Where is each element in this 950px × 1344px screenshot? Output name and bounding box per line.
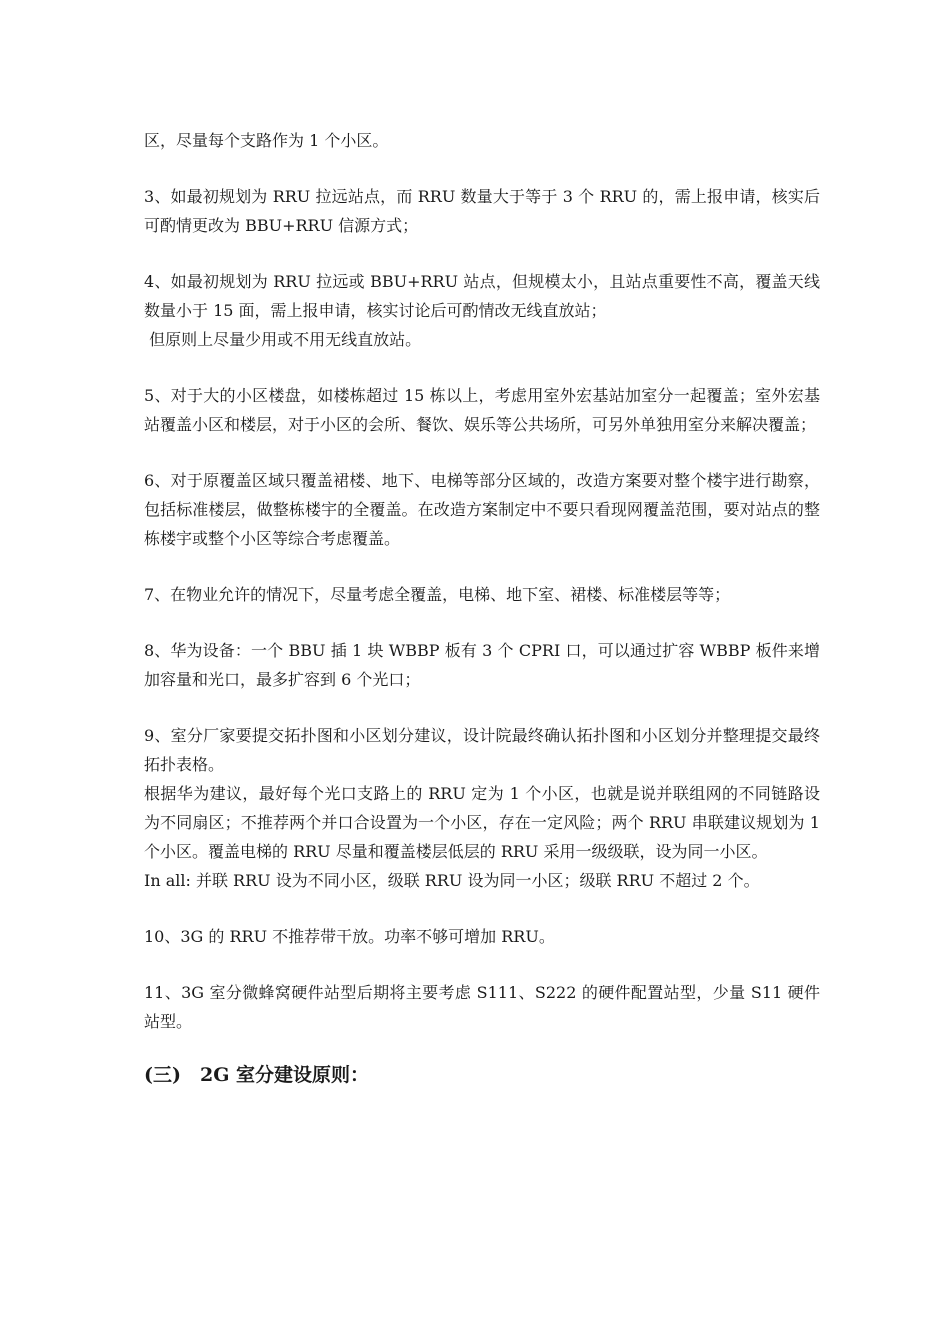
paragraph-item-9: 9、室分厂家要提交拓扑图和小区划分建议，设计院最终确认拓扑图和小区划分并整理提交最终拓扑表格。 [144, 726, 820, 774]
section-heading [144, 1060, 820, 1090]
paragraph-item-7: 7、在物业允许的情况下，尽量考虑全覆盖，电梯、地下室、裙楼、标准楼层等等； [144, 585, 731, 604]
document-page [144, 126, 820, 1090]
paragraph-huawei-advice: 根据华为建议，最好每个光口支路上的 RRU 定为 1 个小区，也就是说并联组网的不同链路设为不同扇区；不推荐两个并口合设置为一个小区，存在一定风险；两个 RRU 串联建议规划为 1 个小区。覆盖电梯的 RRU 尽量和覆盖楼层低层的 RRU 采用一级级联，设为同一小区。 [144, 784, 820, 861]
section-heading-number: (三) [144, 1064, 181, 1086]
paragraph-in-all: In all: 并联 RRU 设为不同小区，级联 RRU 设为同一小区；级联 RRU 不超过 2 个。 [144, 871, 760, 890]
paragraph-item-4: 4、如最初规划为 RRU 拉远或 BBU+RRU 站点，但规模太小，且站点重要性不高，覆盖天线数量小于 15 面，需上报申请，核实讨论后可酌情改无线直放站； [144, 272, 820, 320]
paragraph-item-11: 11、3G 室分微蜂窝硬件站型后期将主要考虑 S111、S222 的硬件配置站型，少量 S11 硬件站型。 [144, 983, 820, 1031]
paragraph-item-10: 10、3G 的 RRU 不推荐带干放。功率不够可增加 RRU。 [144, 927, 555, 946]
paragraph-item-6: 6、对于原覆盖区域只覆盖裙楼、地下、电梯等部分区域的，改造方案要对整个楼宇进行勘察，包括标准楼层，做整栋楼宇的全覆盖。在改造方案制定中不要只看现网覆盖范围，要对站点的整栋楼宇或整个小区等综合考虑覆盖。 [144, 471, 820, 548]
section-heading-title: 2G 室分建设原则： [200, 1064, 370, 1086]
paragraph-item-5: 5、对于大的小区楼盘，如楼栋超过 15 栋以上，考虑用室外宏基站加室分一起覆盖；室外宏基站覆盖小区和楼层，对于小区的会所、餐饮、娱乐等公共场所，可另外单独用室分来解决覆盖； [144, 386, 820, 434]
paragraph-item-4-note: 但原则上尽量少用或不用无线直放站。 [144, 330, 422, 349]
paragraph-item-8: 8、华为设备：一个 BBU 插 1 块 WBBP 板有 3 个 CPRI 口，可以通过扩容 WBBP 板件来增加容量和光口，最多扩容到 6 个光口； [144, 641, 820, 689]
paragraph-item-3: 3、如最初规划为 RRU 拉远站点，而 RRU 数量大于等于 3 个 RRU 的，需上报申请，核实后可酌情更改为 BBU+RRU 信源方式； [144, 187, 820, 235]
paragraph-1: 区，尽量每个支路作为 1 个小区。 [144, 131, 389, 150]
